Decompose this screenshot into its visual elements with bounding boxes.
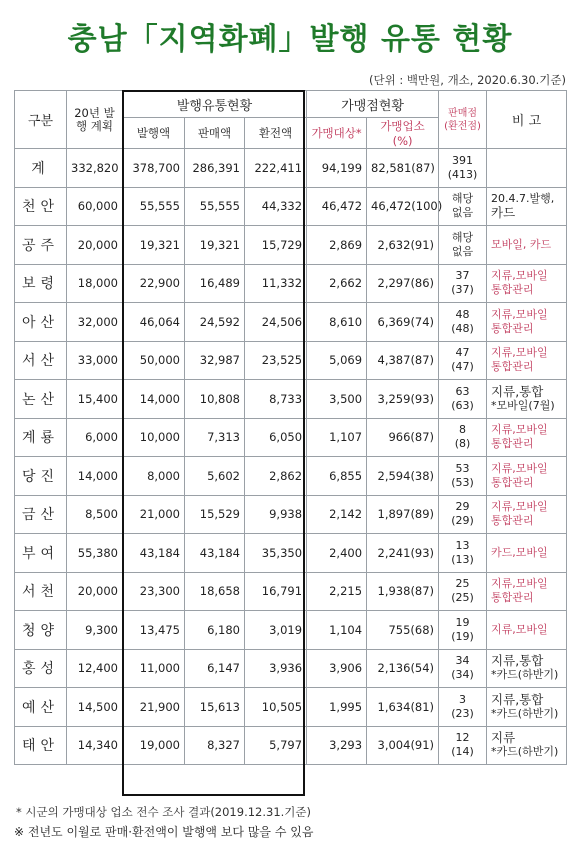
sites-cell: [439, 303, 487, 342]
sold-cell: 8,327: [185, 726, 245, 765]
region-cell: 태안: [15, 726, 67, 765]
remark-cell: [487, 418, 567, 457]
target-cell: 6,855: [307, 457, 367, 496]
region-cell: 천안: [15, 187, 67, 226]
region-cell: 보령: [15, 264, 67, 303]
remark-cell: [487, 264, 567, 303]
sites-exchange-count: 없음: [451, 206, 474, 220]
remark-line1: 지류,모바일: [491, 346, 548, 360]
sites-cell: [439, 649, 487, 688]
header-issued: 발행액: [123, 118, 185, 149]
sites-cell: [439, 380, 487, 419]
sold-cell: 19,321: [185, 226, 245, 265]
sold-cell: 15,529: [185, 495, 245, 534]
sites-cell: [439, 226, 487, 265]
sites-exchange-count: (48): [451, 321, 474, 335]
header-remark: 비 고: [487, 91, 567, 149]
sites-count: 13: [455, 538, 470, 552]
plan-cell: 14,000: [67, 457, 123, 496]
sites-cell: [439, 572, 487, 611]
sites-cell: [439, 264, 487, 303]
table-row: [15, 649, 567, 688]
footnote-carryover: ※ 전년도 이월로 판매·환전액이 발행액 보다 많을 수 있음: [14, 825, 314, 839]
issued-cell: 46,064: [123, 303, 185, 342]
joined-cell: 46,472(100): [367, 187, 439, 226]
remark-cell: [487, 187, 567, 226]
table-row: [15, 380, 567, 419]
remark-line2: *카드(하반기): [491, 706, 559, 720]
table-row: [15, 495, 567, 534]
exchanged-cell: 8,733: [245, 380, 307, 419]
remark-cell: [487, 649, 567, 688]
remark-line1: 지류,모바일: [491, 307, 548, 321]
remark-line2: *카드(하반기): [491, 668, 559, 682]
sites-cell: [439, 457, 487, 496]
plan-cell: 6,000: [67, 418, 123, 457]
issued-cell: 22,900: [123, 264, 185, 303]
remark-line2: 통합관리: [491, 514, 534, 528]
exchanged-cell: 24,506: [245, 303, 307, 342]
remark-line2: 카드: [491, 205, 516, 221]
remark-cell: [487, 341, 567, 380]
remark-line1: 지류: [491, 730, 516, 746]
sold-cell: 32,987: [185, 341, 245, 380]
page-title: 충남「지역화폐」발행 유통 현황: [67, 22, 513, 57]
region-cell: 계: [15, 149, 67, 188]
target-cell: 2,142: [307, 495, 367, 534]
issued-cell: 23,300: [123, 572, 185, 611]
sites-exchange-count: (19): [451, 629, 474, 643]
sites-count: 3: [459, 692, 467, 706]
remark-line2: 통합관리: [491, 475, 534, 489]
target-cell: 3,906: [307, 649, 367, 688]
target-cell: 94,199: [307, 149, 367, 188]
exchanged-cell: 35,350: [245, 534, 307, 573]
target-cell: 3,293: [307, 726, 367, 765]
sites-count: 34: [455, 654, 470, 668]
table-row: [15, 534, 567, 573]
header-joined: 가맹업소(%): [367, 118, 439, 149]
joined-cell: 3,259(93): [367, 380, 439, 419]
remark-cell: [487, 226, 567, 265]
table-row: [15, 264, 567, 303]
region-cell: 서천: [15, 572, 67, 611]
table-row: [15, 149, 567, 188]
sites-exchange-count: (14): [451, 745, 474, 759]
table-row: [15, 418, 567, 457]
sold-cell: 24,592: [185, 303, 245, 342]
table-row: [15, 303, 567, 342]
joined-cell: 755(68): [367, 611, 439, 650]
plan-cell: 20,000: [67, 226, 123, 265]
sold-cell: 6,147: [185, 649, 245, 688]
remark-line1: 모바일, 카드: [491, 237, 552, 251]
exchanged-cell: 44,332: [245, 187, 307, 226]
plan-cell: 15,400: [67, 380, 123, 419]
remark-cell: [487, 149, 567, 188]
header-exchanged: 환전액: [245, 118, 307, 149]
table-row: [15, 688, 567, 727]
sites-exchange-count: (13): [451, 552, 474, 566]
target-cell: 1,995: [307, 688, 367, 727]
sites-cell: [439, 726, 487, 765]
table-row: [15, 457, 567, 496]
plan-cell: 9,300: [67, 611, 123, 650]
remark-line2: 통합관리: [491, 360, 534, 374]
joined-cell: 966(87): [367, 418, 439, 457]
exchanged-cell: 5,797: [245, 726, 307, 765]
remark-cell: [487, 380, 567, 419]
table-row: [15, 611, 567, 650]
target-cell: 2,869: [307, 226, 367, 265]
joined-cell: 2,594(38): [367, 457, 439, 496]
remark-line2: *모바일(7월): [491, 398, 555, 412]
joined-cell: 2,632(91): [367, 226, 439, 265]
remark-line1: 지류,모바일: [491, 269, 548, 283]
exchanged-cell: 10,505: [245, 688, 307, 727]
sites-count: 12: [455, 731, 470, 745]
exchanged-cell: 11,332: [245, 264, 307, 303]
target-cell: 2,215: [307, 572, 367, 611]
table-row: [15, 726, 567, 765]
joined-cell: 2,297(86): [367, 264, 439, 303]
sites-exchange-count: (8): [454, 437, 471, 451]
exchanged-cell: 23,525: [245, 341, 307, 380]
sites-cell: [439, 688, 487, 727]
sold-cell: 15,613: [185, 688, 245, 727]
sold-cell: 55,555: [185, 187, 245, 226]
remark-line1: 카드,모바일: [491, 545, 548, 559]
header-target: 가맹대상*: [307, 118, 367, 149]
joined-cell: 82,581(87): [367, 149, 439, 188]
footnote-survey: * 시군의 가맹대상 업소 전수 조사 결과(2019.12.31.기준): [16, 805, 312, 819]
sites-exchange-count: (37): [451, 283, 474, 297]
sites-cell: [439, 534, 487, 573]
sold-cell: 5,602: [185, 457, 245, 496]
table-row: [15, 187, 567, 226]
region-cell: 당진: [15, 457, 67, 496]
region-cell: 아산: [15, 303, 67, 342]
remark-line2: 통합관리: [491, 591, 534, 605]
exchanged-cell: 9,938: [245, 495, 307, 534]
sites-count: 해당: [451, 192, 474, 206]
remark-line1: 지류,통합: [491, 383, 544, 399]
sites-exchange-count: 없음: [451, 244, 474, 258]
issued-cell: 11,000: [123, 649, 185, 688]
sites-exchange-count: (53): [451, 475, 474, 489]
remark-line1: 지류,모바일: [491, 622, 548, 636]
header-plan: 20년 발행 계획: [67, 91, 123, 149]
sites-cell: [439, 611, 487, 650]
issued-cell: 378,700: [123, 149, 185, 188]
remark-line2: *카드(하반기): [491, 745, 559, 759]
region-cell: 예산: [15, 688, 67, 727]
issued-cell: 19,321: [123, 226, 185, 265]
joined-cell: 2,136(54): [367, 649, 439, 688]
sites-count: 19: [455, 615, 470, 629]
issued-cell: 50,000: [123, 341, 185, 380]
remark-cell: [487, 688, 567, 727]
sold-cell: 18,658: [185, 572, 245, 611]
remark-cell: [487, 611, 567, 650]
sold-cell: 16,489: [185, 264, 245, 303]
remark-cell: [487, 457, 567, 496]
target-cell: 8,610: [307, 303, 367, 342]
region-cell: 홍성: [15, 649, 67, 688]
issued-cell: 43,184: [123, 534, 185, 573]
header-merchant-group: 가맹점현황: [307, 91, 439, 118]
exchanged-cell: 6,050: [245, 418, 307, 457]
sites-cell: [439, 187, 487, 226]
region-cell: 부여: [15, 534, 67, 573]
sites-count: 29: [455, 500, 470, 514]
sold-cell: 43,184: [185, 534, 245, 573]
region-cell: 공주: [15, 226, 67, 265]
table-row: [15, 572, 567, 611]
plan-cell: 18,000: [67, 264, 123, 303]
exchanged-cell: 222,411: [245, 149, 307, 188]
joined-cell: 6,369(74): [367, 303, 439, 342]
remark-line1: 지류,모바일: [491, 577, 548, 591]
plan-cell: 55,380: [67, 534, 123, 573]
joined-cell: 3,004(91): [367, 726, 439, 765]
issued-cell: 10,000: [123, 418, 185, 457]
remark-line2: 통합관리: [491, 283, 534, 297]
sites-count: 47: [455, 346, 470, 360]
plan-cell: 14,500: [67, 688, 123, 727]
remark-line1: 지류,모바일: [491, 500, 548, 514]
remark-cell: [487, 303, 567, 342]
sites-cell: [439, 495, 487, 534]
remark-line1: 지류,모바일: [491, 461, 548, 475]
unit-note: (단위 : 백만원, 개소, 2020.6.30.기준): [369, 73, 566, 87]
currency-table: [14, 90, 567, 765]
plan-cell: 8,500: [67, 495, 123, 534]
region-cell: 청양: [15, 611, 67, 650]
sites-count: 25: [455, 577, 470, 591]
joined-cell: 2,241(93): [367, 534, 439, 573]
issued-cell: 13,475: [123, 611, 185, 650]
sites-exchange-count: (29): [451, 514, 474, 528]
sites-cell: [439, 341, 487, 380]
issued-cell: 8,000: [123, 457, 185, 496]
target-cell: 1,104: [307, 611, 367, 650]
issued-cell: 14,000: [123, 380, 185, 419]
plan-cell: 12,400: [67, 649, 123, 688]
sites-exchange-count: (413): [447, 167, 478, 181]
plan-cell: 60,000: [67, 187, 123, 226]
plan-cell: 33,000: [67, 341, 123, 380]
remark-cell: [487, 726, 567, 765]
exchanged-cell: 15,729: [245, 226, 307, 265]
issued-cell: 21,900: [123, 688, 185, 727]
sold-cell: 286,391: [185, 149, 245, 188]
sites-exchange-count: (34): [451, 668, 474, 682]
issued-cell: 55,555: [123, 187, 185, 226]
sites-count: 8: [459, 423, 467, 437]
sites-count: 해당: [451, 230, 474, 244]
remark-line1: 20.4.7.발행,: [491, 192, 555, 206]
remark-cell: [487, 534, 567, 573]
exchanged-cell: 3,019: [245, 611, 307, 650]
plan-cell: 332,820: [67, 149, 123, 188]
issued-cell: 21,000: [123, 495, 185, 534]
sold-cell: 6,180: [185, 611, 245, 650]
table-row: [15, 341, 567, 380]
sites-count: 48: [455, 307, 470, 321]
region-cell: 계룡: [15, 418, 67, 457]
plan-cell: 20,000: [67, 572, 123, 611]
joined-cell: 1,634(81): [367, 688, 439, 727]
joined-cell: 1,938(87): [367, 572, 439, 611]
header-region: 구분: [15, 91, 67, 149]
sites-exchange-count: (23): [451, 706, 474, 720]
remark-line1: 지류,통합: [491, 653, 544, 669]
plan-cell: 14,340: [67, 726, 123, 765]
header-sold: 판매액: [185, 118, 245, 149]
remark-line2: 통합관리: [491, 437, 534, 451]
region-cell: 금산: [15, 495, 67, 534]
plan-cell: 32,000: [67, 303, 123, 342]
sites-exchange-count: (25): [451, 591, 474, 605]
sites-cell: [439, 418, 487, 457]
target-cell: 2,400: [307, 534, 367, 573]
target-cell: 5,069: [307, 341, 367, 380]
table-row: [15, 226, 567, 265]
joined-cell: 4,387(87): [367, 341, 439, 380]
target-cell: 2,662: [307, 264, 367, 303]
header-exchange-sites: 판매점 (환전점): [439, 91, 487, 149]
sites-count: 391: [452, 153, 474, 167]
remark-cell: [487, 572, 567, 611]
sites-cell: [439, 149, 487, 188]
issued-cell: 19,000: [123, 726, 185, 765]
sites-count: 53: [455, 461, 470, 475]
sites-count: 37: [455, 269, 470, 283]
remark-line1: 지류,모바일: [491, 423, 548, 437]
exchanged-cell: 2,862: [245, 457, 307, 496]
joined-cell: 1,897(89): [367, 495, 439, 534]
target-cell: 1,107: [307, 418, 367, 457]
exchanged-cell: 3,936: [245, 649, 307, 688]
target-cell: 46,472: [307, 187, 367, 226]
target-cell: 3,500: [307, 380, 367, 419]
remark-line2: 통합관리: [491, 321, 534, 335]
header-issue-group: 발행유통현황: [123, 91, 307, 118]
sites-exchange-count: (47): [451, 360, 474, 374]
exchanged-cell: 16,791: [245, 572, 307, 611]
region-cell: 논산: [15, 380, 67, 419]
remark-line1: 지류,통합: [491, 691, 544, 707]
region-cell: 서산: [15, 341, 67, 380]
sites-exchange-count: (63): [451, 398, 474, 412]
sites-count: 63: [455, 384, 470, 398]
remark-cell: [487, 495, 567, 534]
sold-cell: 7,313: [185, 418, 245, 457]
sold-cell: 10,808: [185, 380, 245, 419]
